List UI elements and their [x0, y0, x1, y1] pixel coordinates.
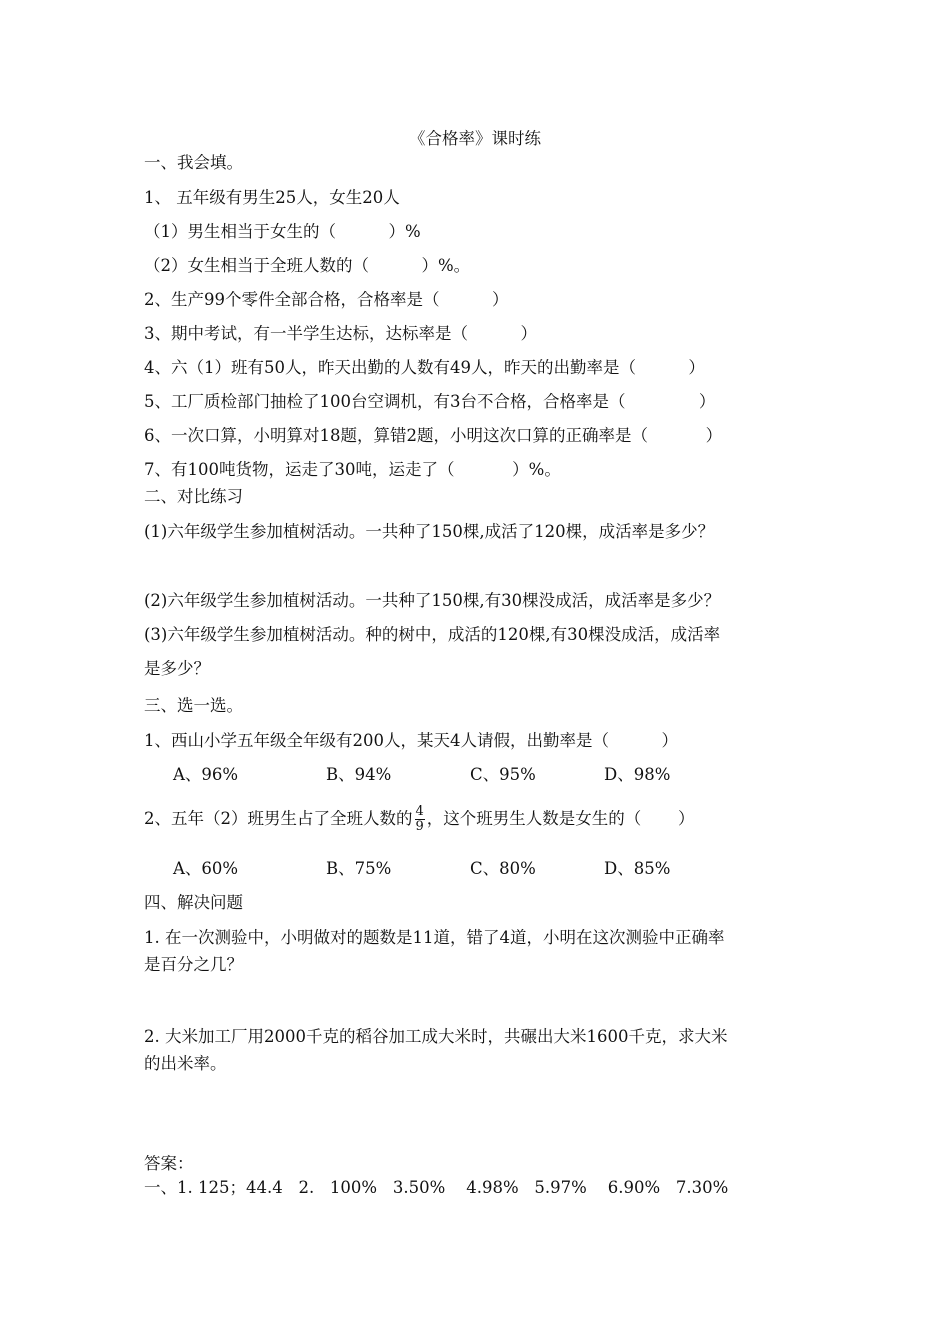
section3-heading: 三、选一选。 — [144, 696, 243, 715]
s3-q2-text-after: ，这个班男生人数是女生的（ ） — [426, 809, 695, 828]
s2-problem-3-line-1: (3)六年级学生参加植树活动。种的树中，成活的120棵,有30棵没成活，成活率 — [144, 625, 721, 644]
s1-question-1: 1、 五年级有男生25人，女生20人 — [144, 188, 400, 207]
fraction-denominator: 9 — [415, 819, 424, 834]
s4-problem-1-line-1: 1. 在一次测验中，小明做对的题数是11道，错了4道，小明在这次测验中正确率 — [144, 928, 725, 947]
page-title: 《合格率》课时练 — [409, 129, 541, 148]
s1-question-5: 5、工厂质检部门抽检了100台空调机，有3台不合格，合格率是（ ） — [144, 392, 716, 411]
s3-question-1: 1、西山小学五年级全年级有200人，某天4人请假，出勤率是（ ） — [144, 731, 678, 750]
s3-q2-option-d: D、85% — [604, 859, 671, 878]
s3-q1-option-b: B、94% — [326, 765, 392, 784]
section1-heading: 一、我会填。 — [144, 153, 243, 172]
s2-problem-3-line-2: 是多少？ — [144, 659, 210, 678]
s1-question-1-part-1: （1）男生相当于女生的（ ）% — [144, 222, 421, 241]
s1-question-1-part-2: （2）女生相当于全班人数的（ ）%。 — [144, 256, 471, 275]
s3-q2-text-before: 2、五年（2）班男生占了全班人数的 — [144, 809, 413, 828]
section2-heading: 二、对比练习 — [144, 487, 243, 506]
s4-problem-2-line-2: 的出米率。 — [144, 1054, 227, 1073]
s3-q2-option-c: C、80% — [470, 859, 536, 878]
s1-question-2: 2、生产99个零件全部合格，合格率是（ ） — [144, 290, 509, 309]
answers-heading: 答案： — [144, 1154, 194, 1173]
s3-q2-option-b: B、75% — [326, 859, 392, 878]
fraction-numerator: 4 — [415, 804, 424, 819]
answers-line-1: 一、1. 125；44.4 2. 100% 3.50% 4.98% 5.97% 6.90% 7.30% — [144, 1178, 729, 1197]
fraction-four-ninths — [415, 805, 425, 834]
s3-q1-option-d: D、98% — [604, 765, 671, 784]
s1-question-3: 3、期中考试，有一半学生达标，达标率是（ ） — [144, 324, 537, 343]
s3-question-2 — [144, 804, 695, 834]
s1-question-6: 6、一次口算，小明算对18题，算错2题，小明这次口算的正确率是（ ） — [144, 426, 723, 445]
s2-problem-1: (1)六年级学生参加植树活动。一共种了150棵,成活了120棵，成活率是多少？ — [144, 522, 715, 541]
s2-problem-2: (2)六年级学生参加植树活动。一共种了150棵,有30棵没成活，成活率是多少？ — [144, 591, 721, 610]
section4-heading: 四、解决问题 — [144, 893, 243, 912]
s3-q2-option-a: A、60% — [173, 859, 239, 878]
s4-problem-1-line-2: 是百分之几？ — [144, 955, 243, 974]
s3-q1-option-a: A、96% — [173, 765, 239, 784]
s3-q1-option-c: C、95% — [470, 765, 536, 784]
s4-problem-2-line-1: 2. 大米加工厂用2000千克的稻谷加工成大米时，共碾出大米1600千克，求大米 — [144, 1027, 728, 1046]
s1-question-4: 4、六（1）班有50人，昨天出勤的人数有49人，昨天的出勤率是（ ） — [144, 358, 705, 377]
s1-question-7: 7、有100吨货物，运走了30吨，运走了（ ）%。 — [144, 460, 561, 479]
